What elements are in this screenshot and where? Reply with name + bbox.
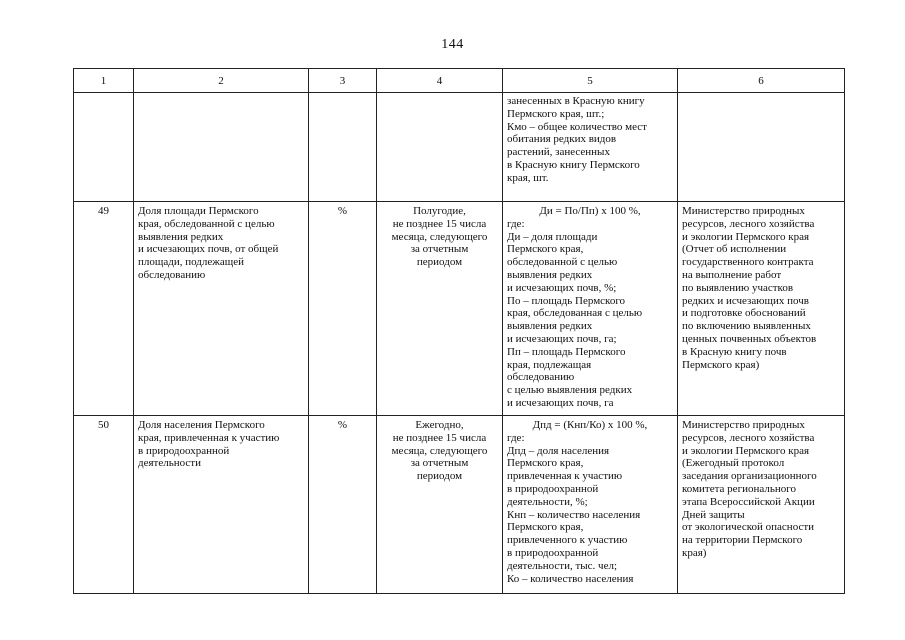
- method-line: Ди – доля площади: [507, 230, 598, 243]
- source-line: Министерство природных: [682, 205, 805, 217]
- periodicity-line: месяца, следующего: [391, 444, 488, 457]
- header-col-4: 4: [377, 69, 503, 93]
- method-line: и исчезающих почв, га;: [507, 332, 617, 345]
- cont-method-line: Кмо – общее количество мест: [507, 120, 647, 133]
- source-line: редких и исчезающих почв: [682, 294, 809, 307]
- unit-cell: %: [309, 416, 377, 594]
- method-line: Пермского края,: [507, 521, 584, 534]
- header-col-2: 2: [134, 69, 309, 93]
- method-line: обследованной с целью: [507, 256, 618, 269]
- table-row-50: [74, 416, 845, 594]
- method-line: в природоохранной: [507, 482, 599, 495]
- page-number: 144: [441, 37, 464, 52]
- source-line: ресурсов, лесного хозяйства: [682, 217, 815, 230]
- source-cell: [678, 416, 845, 594]
- indicator-line: края, обследованной с целью: [138, 217, 275, 230]
- formula: Ди = По/Пп) x 100 %,: [539, 205, 641, 217]
- method-line: Пп – площадь Пермского: [507, 345, 626, 358]
- indicator-line: в природоохранной: [138, 444, 230, 457]
- method-line: обследованию: [507, 371, 575, 384]
- method-line: в природоохранной: [507, 546, 599, 559]
- periodicity-line: за отчетным: [410, 243, 469, 256]
- method-line: выявления редких: [507, 320, 593, 333]
- indicator-line: и исчезающих почв, от общей: [138, 243, 279, 256]
- method-line: края, обследованная с целью: [507, 307, 643, 320]
- source-line: этапа Всероссийской Акции: [682, 495, 815, 508]
- table-header-row: [74, 69, 845, 93]
- source-line: края): [682, 546, 707, 559]
- method-cell: [503, 416, 678, 594]
- method-line: выявления редких: [507, 268, 593, 281]
- source-line: Пермского края): [682, 358, 760, 371]
- header-col-5: 5: [503, 69, 678, 93]
- continuation-row: [74, 93, 845, 202]
- method-line: края, подлежащая: [507, 358, 592, 371]
- method-line: Ко – количество населения: [507, 572, 634, 585]
- source-line: и подготовке обоснований: [682, 307, 806, 320]
- header-col-6: 6: [678, 69, 845, 93]
- source-line: ресурсов, лесного хозяйства: [682, 431, 815, 444]
- cont-method-line: края, шт.: [507, 171, 549, 184]
- formula: Дпд = (Кнп/Ко) x 100 %,: [532, 419, 648, 431]
- source-line: комитета регионального: [682, 482, 796, 495]
- method-line: где:: [507, 431, 525, 444]
- indicators-table: [73, 68, 845, 594]
- periodicity-line: не позднее 15 числа: [392, 217, 487, 230]
- cont-method-line: Пермского края, шт.;: [507, 107, 605, 120]
- header-col-1: 1: [74, 69, 134, 93]
- method-line: и исчезающих почв, %;: [507, 281, 617, 294]
- periodicity-line: за отчетным: [410, 457, 469, 470]
- method-line: привлеченного к участию: [507, 534, 628, 547]
- indicator-line: края, привлеченная к участию: [138, 431, 280, 444]
- source-line: и экологии Пермского края: [682, 444, 810, 457]
- periodicity-line: месяца, следующего: [391, 230, 488, 243]
- method-line: По – площадь Пермского: [507, 294, 626, 307]
- indicator-cell: [134, 202, 309, 416]
- indicator-line: Доля площади Пермского: [138, 205, 259, 217]
- indicator-line: Доля населения Пермского: [138, 419, 265, 431]
- source-cell: [678, 202, 845, 416]
- method-cell: [503, 202, 678, 416]
- cont-unit-cell: [309, 93, 377, 202]
- indicator-line: деятельности: [138, 457, 201, 470]
- method-line: Дпд – доля населения: [507, 444, 610, 457]
- cont-method-line: в Красную книгу Пермского: [507, 158, 640, 171]
- source-line: по выявлению участков: [682, 281, 794, 294]
- source-line: от экологической опасности: [682, 521, 815, 534]
- periodicity-cell: [377, 202, 503, 416]
- source-line: (Ежегодный протокол: [682, 457, 785, 470]
- header-col-3: 3: [309, 69, 377, 93]
- row-number: 50: [74, 416, 134, 594]
- method-line: привлеченная к участию: [507, 470, 623, 483]
- source-line: Дней защиты: [682, 508, 745, 521]
- unit-cell: %: [309, 202, 377, 416]
- periodicity-line: периодом: [416, 470, 463, 483]
- row-number: 49: [74, 202, 134, 416]
- source-line: в Красную книгу почв: [682, 345, 787, 358]
- source-line: на территории Пермского: [682, 534, 803, 547]
- cont-method-line: растений, занесенных: [507, 146, 610, 159]
- cont-number-cell: [74, 93, 134, 202]
- method-line: где:: [507, 217, 525, 230]
- cont-method-cell: [503, 93, 678, 202]
- method-line: и исчезающих почв, га: [507, 396, 614, 409]
- periodicity-line: периодом: [416, 256, 463, 269]
- cont-method-line: обитания редких видов: [507, 133, 617, 146]
- periodicity-cell: [377, 416, 503, 594]
- method-line: Кнп – количество населения: [507, 508, 641, 521]
- method-line: с целью выявления редких: [507, 384, 633, 397]
- table-row-49: [74, 202, 845, 416]
- periodicity-line: Ежегодно,: [415, 419, 464, 431]
- source-line: Министерство природных: [682, 419, 805, 431]
- method-line: Пермского края,: [507, 457, 584, 470]
- periodicity-line: Полугодие,: [413, 205, 466, 217]
- source-line: (Отчет об исполнении: [682, 243, 787, 256]
- indicator-line: выявления редких: [138, 230, 224, 243]
- source-line: по включению выявленных: [682, 320, 811, 333]
- periodicity-line: не позднее 15 числа: [392, 431, 487, 444]
- method-line: деятельности, тыс. чел;: [507, 559, 618, 572]
- cont-source-cell: [678, 93, 845, 202]
- source-line: на выполнение работ: [682, 268, 782, 281]
- source-line: ценных почвенных объектов: [682, 332, 817, 345]
- source-line: заседания организационного: [682, 470, 817, 483]
- cont-method-line: занесенных в Красную книгу: [507, 95, 645, 107]
- indicator-line: обследованию: [138, 268, 206, 281]
- method-line: деятельности, %;: [507, 495, 588, 508]
- cont-indicator-cell: [134, 93, 309, 202]
- cont-periodicity-cell: [377, 93, 503, 202]
- indicator-cell: [134, 416, 309, 594]
- source-line: государственного контракта: [682, 256, 814, 269]
- source-line: и экологии Пермского края: [682, 230, 810, 243]
- method-line: Пермского края,: [507, 243, 584, 256]
- indicator-line: площади, подлежащей: [138, 256, 244, 269]
